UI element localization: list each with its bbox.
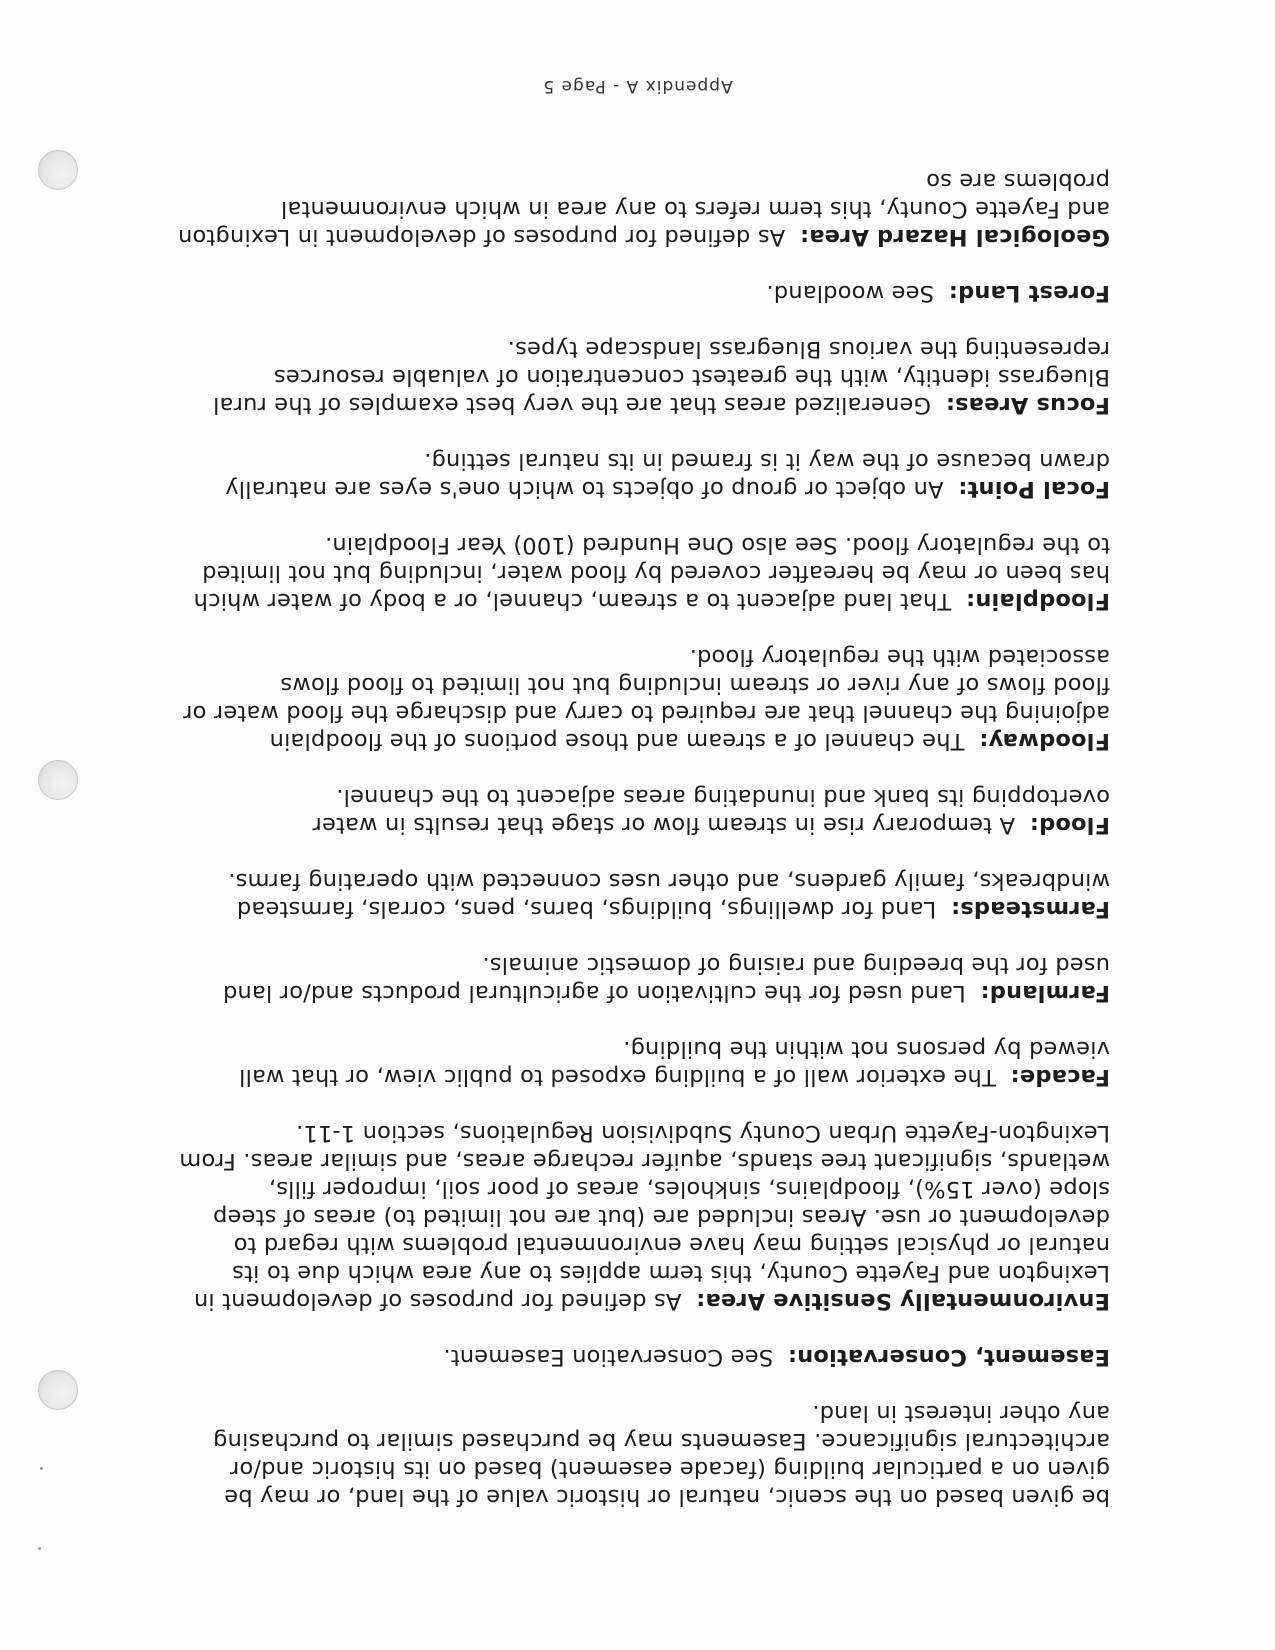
definition-text: be given based on the scenic, natural or historic value of the land, or may be given on a particular building (facade easement) based on its historic and/or architectural significance. Easements may be purchased similar to purchasing any other interest in land. — [212, 1400, 1110, 1511]
glossary-term: Forest Land: — [948, 280, 1110, 307]
glossary-term: Floodplain: — [965, 588, 1110, 615]
definition-text: Generalized areas that are the very best examples of the rural Bluegrass identity, with the greatest concentration of valuable resources representing the various Bluegrass landscape types. — [212, 336, 1110, 419]
glossary-entry-environmentally-sensitive-area — [175, 1120, 1110, 1316]
definition-text: A temporary rise in stream flow or stage that results in water overtopping its bank and inundating areas adjacent to the channel. — [312, 784, 1110, 839]
glossary-entry-focus-areas — [175, 336, 1110, 420]
glossary-term: Farmland: — [980, 980, 1110, 1007]
glossary-term: Focal Point: — [958, 476, 1110, 503]
glossary-term: Geological Hazard Area: — [799, 224, 1110, 251]
scan-speck — [40, 1467, 43, 1470]
glossary-entry-easement-conservation — [175, 1344, 1110, 1372]
glossary-content — [175, 140, 1110, 1535]
glossary-term: Flood: — [1029, 812, 1110, 839]
glossary-entry-farmsteads — [175, 868, 1110, 924]
glossary-term: Facade: — [1010, 1064, 1110, 1091]
definition-text: An object or group of objects to which one's eyes are naturally drawn because of the way it is framed in its natural setting. — [225, 448, 1110, 503]
glossary-term: Easement, Conservation: — [787, 1344, 1110, 1371]
glossary-entry-focal-point — [175, 448, 1110, 504]
definition-text: See Conservation Easement. — [443, 1344, 774, 1371]
glossary-entry-facade — [175, 1036, 1110, 1092]
scan-speck — [38, 1547, 41, 1550]
definition-text: As defined for purposes of development in Lexington and Fayette County, this term refers to any area in which environmental problems are so — [177, 168, 1110, 251]
binder-hole — [38, 760, 78, 800]
glossary-entry-forest-land — [175, 280, 1110, 308]
binder-hole — [38, 150, 78, 190]
glossary-entry-flood — [175, 784, 1110, 840]
definition-text: See woodland. — [766, 280, 934, 307]
definition-text: Land for dwellings, buildings, barns, pens, corrals, farmstead windbreaks, family gardens, and other uses connected with operating farms. — [228, 868, 1110, 923]
definition-text: The channel of a stream and those portions of the floodplain adjoining the channel that are required to carry and discharge the flood water or flood flows of any river or stream including but not limited to flood flows associated with the regulatory flood. — [182, 644, 1110, 755]
definition-text: Land used for the cultivation of agricultural products and/or land used for the breeding and raising of domestic animals. — [222, 952, 1110, 1007]
definition-text: The exterior wall of a building exposed to public view, or that wall viewed by persons not within the building. — [238, 1036, 1110, 1091]
glossary-term: Farmsteads: — [950, 896, 1110, 923]
glossary-entry-floodway — [175, 644, 1110, 756]
glossary-entry-continuation — [175, 1400, 1110, 1512]
glossary-entry-farmland — [175, 952, 1110, 1008]
definition-text: That land adjacent to a stream, channel, or a body of water which has been or may be hereafter covered by flood water, including but not limited to the regulatory flood. See also One Hundred (100) Year Floodplain. — [193, 532, 1110, 615]
glossary-entry-geological-hazard-area — [175, 168, 1110, 252]
glossary-entry-floodplain — [175, 532, 1110, 616]
glossary-term: Focus Areas: — [945, 392, 1110, 419]
glossary-term: Floodway: — [979, 728, 1110, 755]
glossary-term: Environmentally Sensitive Area: — [696, 1288, 1110, 1315]
definition-text: As defined for purposes of development in Lexington and Fayette County, this term applies to any area which due to its natural or physical setting may have environmental problems with regard to development or use. Areas included are (but are not limited to) areas of steep slope (over 15%), floodplains, sinkholes, areas of poor soil, improper fills, wetlands, significant tree stands, aquifer recharge areas, and similar areas. From Lexington-Fayette Urban County Subdivision Regulations, section 1-11. — [179, 1120, 1110, 1315]
binder-hole — [38, 1370, 78, 1410]
page-footer: Appendix A - Page 5 — [542, 76, 733, 96]
